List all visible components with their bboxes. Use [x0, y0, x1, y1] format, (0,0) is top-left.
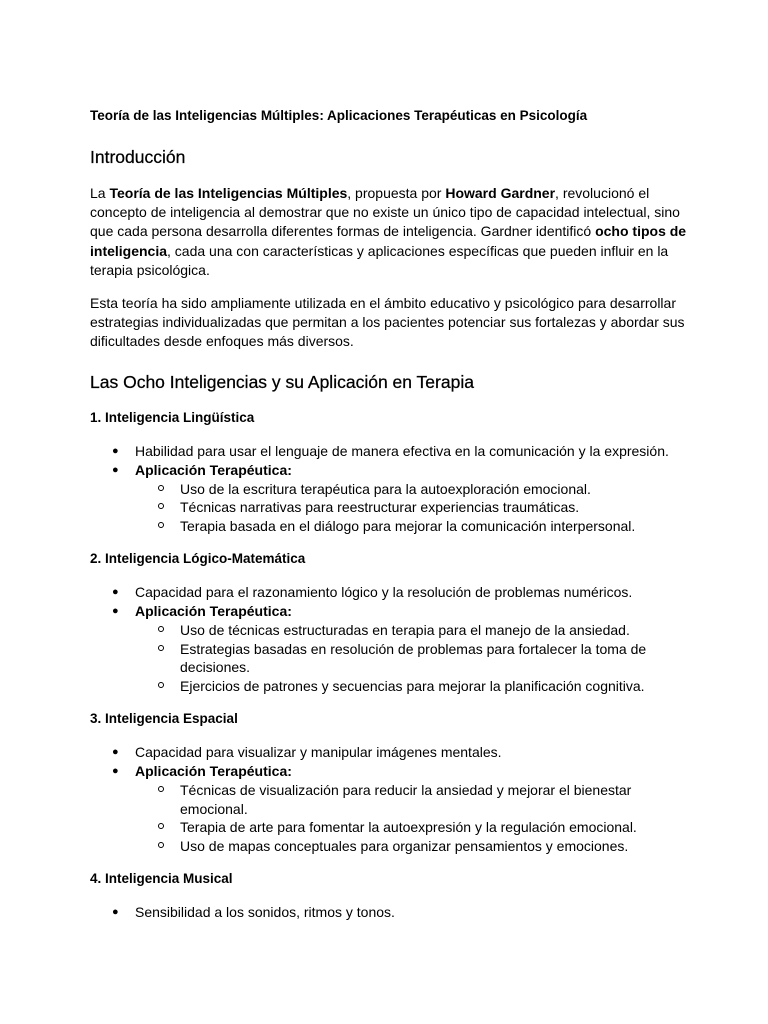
application-sublist — [135, 480, 690, 536]
circle-bullet-icon — [158, 503, 164, 509]
application-subitem — [135, 677, 690, 696]
application-subitem — [135, 480, 690, 499]
circle-bullet-icon — [158, 626, 164, 632]
subitem-text: Uso de técnicas estructuradas en terapia para el manejo de la ansiedad. — [180, 622, 630, 639]
intro-paragraph-1 — [90, 184, 690, 280]
bullet-icon: ● — [112, 444, 119, 457]
application-subitem — [135, 781, 690, 818]
application-sublist — [135, 781, 690, 855]
description-text: Habilidad para usar el lenguaje de manera efectiva en la comunicación y la expresión. — [135, 442, 669, 459]
intro-text-2: , propuesta por — [347, 185, 446, 201]
description-item — [90, 442, 690, 461]
application-subitem — [135, 818, 690, 837]
application-subitem — [135, 517, 690, 536]
subitem-text: Técnicas narrativas para reestructurar experiencias traumáticas. — [180, 499, 580, 516]
intelligence-list — [90, 442, 690, 536]
subitem-text: Terapia de arte para fomentar la autoexpresión y la regulación emocional. — [180, 819, 637, 836]
intelligence-list — [90, 903, 690, 922]
application-item — [90, 602, 690, 695]
application-label: Aplicación Terapéutica: — [135, 461, 292, 478]
circle-bullet-icon — [158, 682, 164, 688]
description-text: Capacidad para el razonamiento lógico y la resolución de problemas numéricos. — [135, 584, 633, 601]
intro-text-3: , revolucionó el concepto de inteligencia al demostrar que no existe un único tipo de capacidad intelectual, sino que cada persona desarrolla diferentes formas de inteligencia. Gardner identificó — [90, 185, 680, 240]
intelligence-title: 1. Inteligencia Lingüística — [90, 409, 255, 425]
theory-name: Teoría de las Inteligencias Múltiples — [109, 185, 348, 201]
intelligence-title: 4. Inteligencia Musical — [90, 871, 233, 887]
intelligence-title: 3. Inteligencia Espacial — [90, 711, 238, 727]
bullet-icon: ● — [112, 605, 119, 618]
intro-paragraph-2: Esta teoría ha sido ampliamente utilizada en el ámbito educativo y psicológico para desarrollar estrategias individualizadas que permitan a los pacientes potenciar sus fortalezas y abordar sus dificultades desde enfoques más diversos. — [90, 295, 685, 350]
eight-types-emphasis: ocho tipos de inteligencia — [90, 223, 687, 259]
bullet-icon: ● — [112, 746, 119, 759]
description-text: Capacidad para visualizar y manipular imágenes mentales. — [135, 744, 502, 761]
subitem-text: Estrategias basadas en resolución de problemas para fortalecer la toma de decisiones. — [180, 640, 647, 676]
circle-bullet-icon — [158, 786, 164, 792]
intro-heading: Introducción — [90, 147, 186, 167]
subitem-text: Técnicas de visualización para reducir la ansiedad y mejorar el bienestar emocional. — [180, 782, 632, 817]
intro-text-1: La — [90, 185, 110, 201]
description-item — [90, 583, 690, 602]
subitem-text: Ejercicios de patrones y secuencias para mejorar la planificación cognitiva. — [180, 677, 645, 694]
intro-text-4: , cada una con características y aplicaciones específicas que pueden influir en la terapia psicológica. — [90, 242, 669, 278]
description-item — [90, 743, 690, 762]
intelligence-title: 2. Inteligencia Lógico-Matemática — [90, 551, 306, 567]
document-title: Teoría de las Inteligencias Múltiples: Aplicaciones Terapéuticas en Psicología — [90, 108, 588, 123]
application-item — [90, 762, 690, 855]
bullet-icon: ● — [112, 463, 119, 476]
circle-bullet-icon — [158, 522, 164, 528]
application-subitem — [135, 621, 690, 640]
intelligence-list — [90, 583, 690, 695]
circle-bullet-icon — [158, 823, 164, 829]
application-label: Aplicación Terapéutica: — [135, 603, 292, 620]
author-name: Howard Gardner — [445, 185, 556, 201]
application-label: Aplicación Terapéutica: — [135, 763, 292, 780]
subitem-text: Uso de la escritura terapéutica para la autoexploración emocional. — [180, 480, 591, 497]
circle-bullet-icon — [158, 485, 164, 491]
description-item — [90, 903, 690, 922]
bullet-icon: ● — [112, 586, 119, 599]
application-sublist — [135, 621, 690, 695]
document-page — [90, 106, 690, 922]
circle-bullet-icon — [158, 842, 164, 848]
subitem-text: Terapia basada en el diálogo para mejorar la comunicación interpersonal. — [180, 517, 636, 534]
bullet-icon: ● — [112, 906, 119, 919]
application-subitem — [135, 837, 690, 856]
section-heading: Las Ocho Inteligencias y su Aplicación en Terapia — [90, 371, 474, 392]
circle-bullet-icon — [158, 645, 164, 651]
intelligence-list — [90, 743, 690, 855]
subitem-text: Uso de mapas conceptuales para organizar pensamientos y emociones. — [180, 837, 629, 854]
description-text: Sensibilidad a los sonidos, ritmos y tonos. — [135, 904, 395, 921]
bullet-icon: ● — [112, 765, 119, 778]
application-item — [90, 461, 690, 536]
application-subitem — [135, 498, 690, 517]
application-subitem — [135, 640, 690, 677]
